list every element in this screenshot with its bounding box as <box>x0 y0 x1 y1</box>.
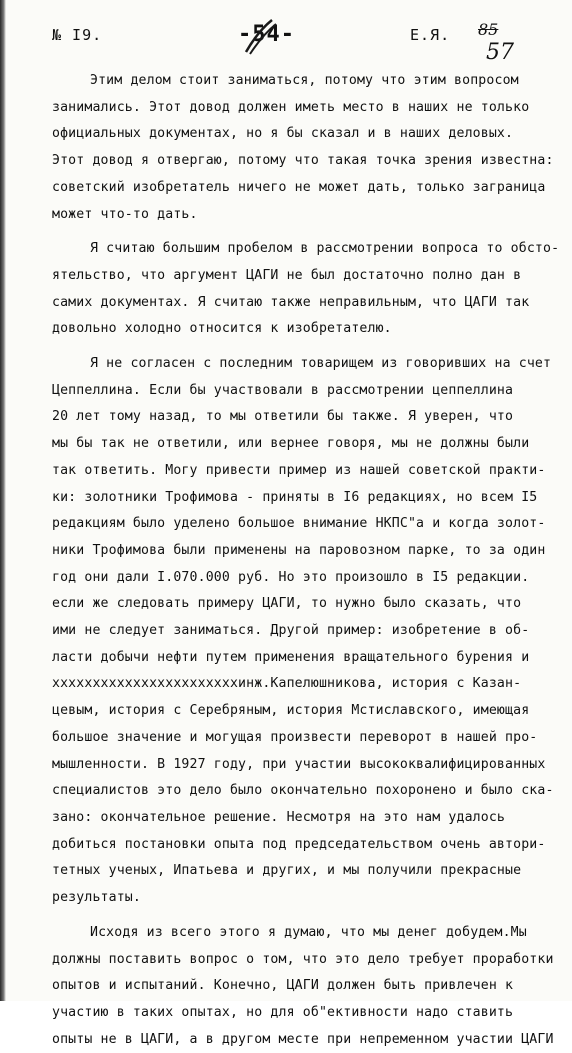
text-line: довольно холодно относится к изобретателю. <box>52 321 392 337</box>
text-line: 20 лет тому назад, то мы ответили бы также. Я уверен, что <box>52 409 514 425</box>
text-line: специалистов это дело было окончательно похоронено и было ска- <box>52 783 554 799</box>
text-line: добиться постановки опыта под председательством очень автори- <box>52 836 546 852</box>
text-line: так ответить. Могу привести пример из нашей советской практи- <box>52 462 546 478</box>
paragraph <box>52 920 560 1053</box>
handwritten-folio-number: 57 <box>486 40 514 65</box>
text-line: Этим делом стоит заниматься, потому что этим вопросом <box>90 73 519 88</box>
text-line: Я считаю большим пробелом в рассмотрении вопроса то обсто- <box>90 241 560 257</box>
paragraph <box>52 236 560 343</box>
text-line: участию в таких опытах, но для об"ективности надо ставить <box>52 1004 514 1020</box>
typist-initials: Е.Я. <box>410 26 451 44</box>
page-number-text: -54- <box>238 22 295 47</box>
paragraph <box>52 351 560 912</box>
paragraph <box>52 68 560 228</box>
text-line: ими не следует заниматься. Другой пример: изобретение в об- <box>52 623 530 639</box>
page-header <box>0 20 572 65</box>
text-line: хххххххххххххххххххххххинж.Капелюшникова, история с Казан- <box>52 676 522 692</box>
text-line: Этот довод я отвергаю, потому что такая точка зрения известна: <box>52 153 554 169</box>
text-line: редакциям было уделено большое внимание НКПС"а и когда золот- <box>52 516 546 532</box>
text-line: результаты. <box>52 890 141 906</box>
text-line: занимались. Этот довод должен иметь место в наших не только <box>52 99 530 115</box>
text-line: ки: золотники Трофимова - приняты в I6 редакциях, но всем I5 <box>52 489 538 505</box>
text-line: может что-то дать. <box>52 206 198 222</box>
text-line: тетных ученых, Ипатьева и других, и мы получили прекрасные <box>52 863 522 879</box>
text-line: цевым, история с Серебряным, история Мстиславского, имеющая <box>52 703 530 719</box>
text-line: большое значение и могущая произвести переворот в нашей про- <box>52 729 538 745</box>
text-line: должны поставить вопрос о том, что это дело требует проработки <box>52 951 554 967</box>
page-number-mark <box>228 18 295 58</box>
document-body <box>52 68 560 1053</box>
text-line: опыты не в ЦАГИ, а в другом месте при непременном участии ЦАГИ <box>52 1031 554 1047</box>
text-line: ятельство, что аргумент ЦАГИ не был достаточно полно дан в <box>52 267 522 283</box>
text-line: мы бы так не ответили, или вернее говоря, мы не должны были <box>52 436 530 452</box>
document-number: № I9. <box>52 26 103 44</box>
text-line: ники Трофимова были применены на паровозном парке, то за один <box>52 542 546 558</box>
text-line: Цеппеллина. Если бы участвовали в рассмотрении цеппеллина <box>52 382 514 398</box>
text-line: самих документах. Я считаю также неправильным, что ЦАГИ так <box>52 294 530 310</box>
text-line: официальных документах, но я бы сказал и в наших деловых. <box>52 126 514 142</box>
text-line: мышленности. В 1927 году, при участии высококвалифицированных <box>52 756 546 772</box>
struck-folio-number: 85 <box>478 20 499 39</box>
text-line: Я не согласен с последним товарищем из говоривших на счет <box>90 356 552 372</box>
text-line: советский изобретатель ничего не может дать, только заграница <box>52 179 546 195</box>
text-line: зано: окончательное решение. Несмотря на это нам удалось <box>52 809 506 825</box>
text-line: опытов и испытаний. Конечно, ЦАГИ должен быть привлечен к <box>52 978 514 994</box>
text-line: если же следовать примеру ЦАГИ, то нужно было сказать, что <box>52 596 522 612</box>
pen-scribble-icon <box>228 18 290 58</box>
text-line: год они дали I.070.000 руб. Но это произошло в I5 редакции. <box>52 569 530 585</box>
text-line: Исходя из всего этого я думаю, что мы денег добудем.Мы <box>90 924 527 940</box>
text-line: ласти добычи нефти путем применения вращательного бурения и <box>52 649 530 665</box>
